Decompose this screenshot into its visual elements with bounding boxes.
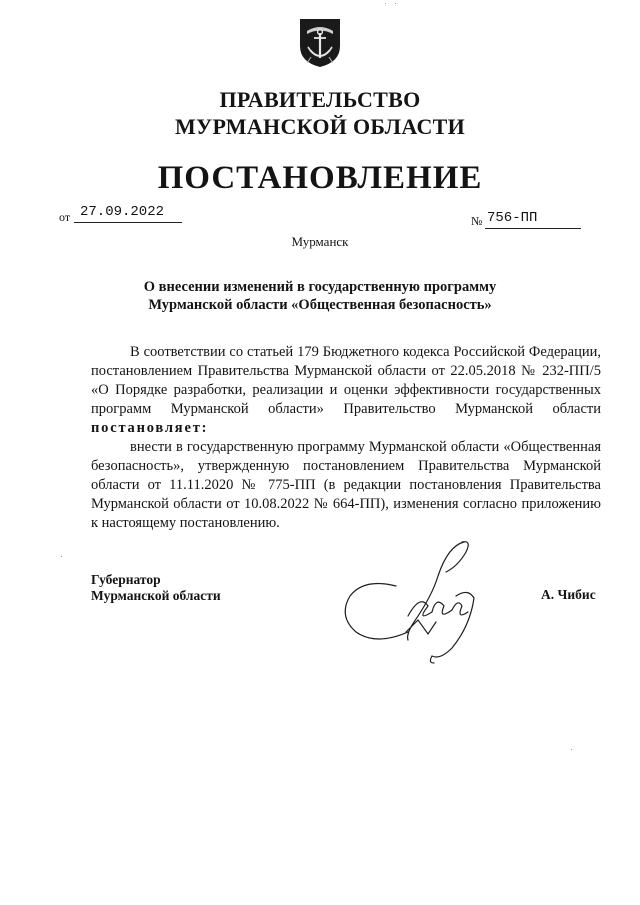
document-body (91, 343, 601, 533)
coat-of-arms-icon (298, 16, 342, 68)
document-type-title: ПОСТАНОВЛЕНИЕ (157, 160, 483, 196)
body-paragraph-decision: внести в государственную программу Мурманской области «Общественная безопасность», утвержденную постановлением Правительства Мурманской области от 11.11.2020 № 775-ПП (в редакции постановления Правительства Мурманской области от 10.08.2022 № 664-ПП), изменения согласно приложению к настоящему постановлению. (91, 439, 601, 531)
city-name: Мурманск (291, 234, 349, 249)
subject-line2: Мурманской области «Общественная безопасность» (148, 297, 492, 313)
scan-speck (395, 3, 396, 4)
signatory-title-line1: Губернатор (91, 572, 161, 587)
document-date: 27.09.2022 (80, 204, 165, 220)
body-paragraph-preamble (91, 343, 601, 438)
scan-speck (61, 556, 62, 557)
handwritten-signature-icon (336, 536, 496, 664)
scan-speck (571, 749, 572, 750)
signatory-name: А. Чибис (541, 587, 596, 602)
organization-name-line2: МУРМАНСКОЙ ОБЛАСТИ (174, 114, 466, 139)
document-number: 756-ПП (487, 210, 538, 226)
preamble-text: В соответствии со статьей 179 Бюджетного кодекса Российской Федерации, постановлением Правительства Мурманской области от 22.05.2018 № 232-ПП/5 «О Порядке разработки, реализации и оценки эффективности государственных программ Мурманской области» Правительство Мурманской области (91, 344, 601, 417)
organization-name-line1: ПРАВИТЕЛЬСТВО (219, 87, 421, 112)
scan-speck (385, 3, 386, 4)
decree-word: постановляет: (91, 420, 209, 436)
signatory-title-line2: Мурманской области (91, 588, 221, 603)
subject-line1: О внесении изменений в государственную программу (143, 279, 497, 295)
number-label: № (471, 214, 483, 228)
date-label: от (59, 210, 71, 224)
